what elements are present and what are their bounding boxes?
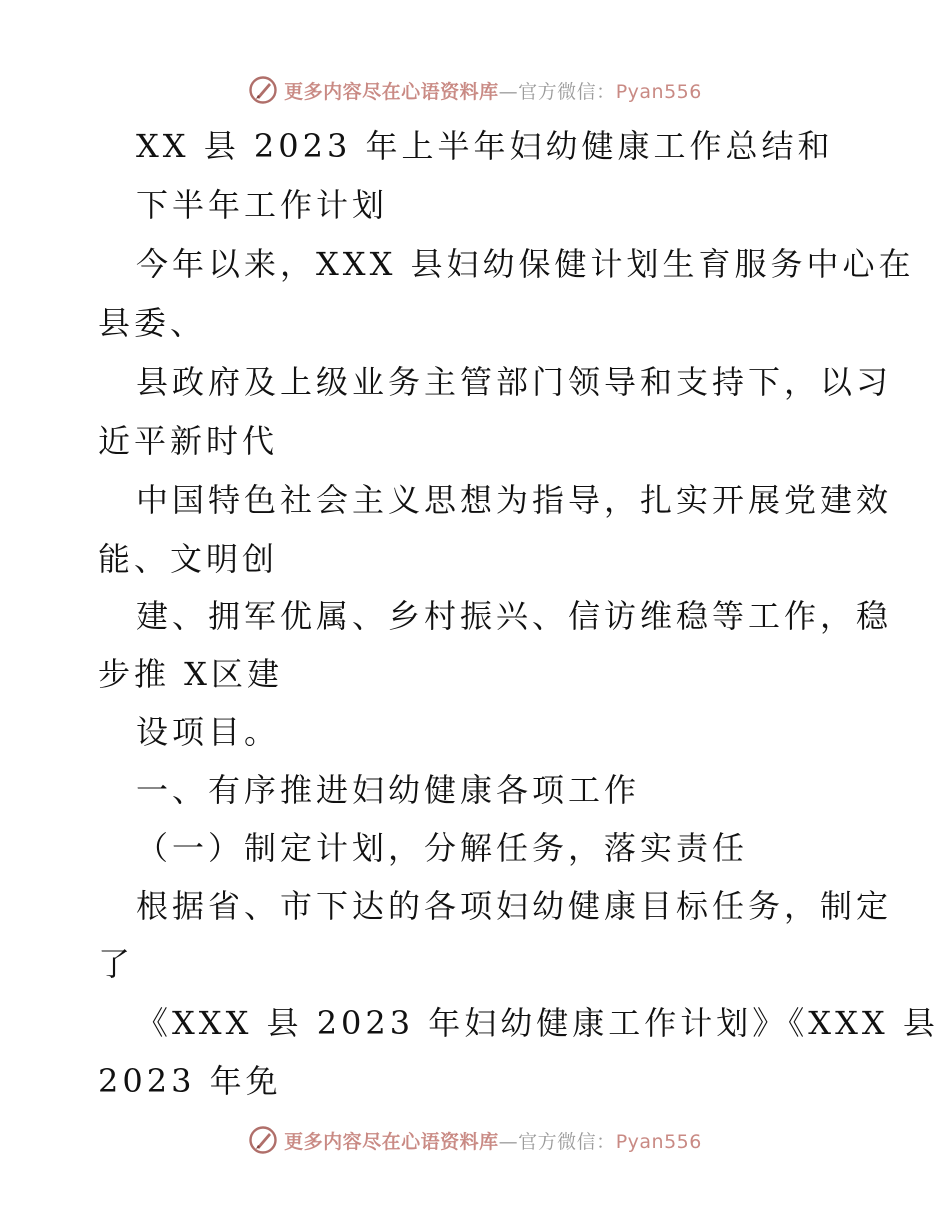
doc-line: 近平新时代	[98, 422, 279, 460]
doc-line: 步推 X区建	[98, 655, 283, 693]
doc-line: 建、拥军优属、乡村振兴、信访维稳等工作，稳	[136, 597, 893, 635]
watermark-promo: 更多内容尽在心语资料库	[284, 1130, 499, 1153]
doc-title-line-2: 下半年工作计划	[136, 186, 389, 224]
doc-line: 县委、	[98, 304, 207, 342]
doc-line: 设项目。	[136, 713, 281, 751]
quill-circle-logo-icon	[248, 1125, 278, 1155]
watermark-wechat-label: 官方微信：	[518, 80, 616, 103]
watermark-dash: —	[498, 80, 519, 103]
watermark-wechat-id: Pyan556	[615, 1130, 702, 1153]
doc-line: 2023 年免	[98, 1062, 282, 1100]
watermark-promo: 更多内容尽在心语资料库	[284, 80, 499, 103]
doc-line: 县政府及上级业务主管部门领导和支持下，以习	[136, 363, 893, 401]
quill-circle-logo-icon	[248, 75, 278, 105]
watermark-dash: —	[498, 1130, 519, 1153]
doc-line: 中国特色社会主义思想为指导，扎实开展党建效	[136, 481, 893, 519]
doc-subsection-heading: （一）制定计划，分解任务，落实责任	[136, 829, 749, 867]
doc-line: 能、文明创	[98, 540, 279, 578]
doc-line: 根据省、市下达的各项妇幼健康目标任务，制定	[136, 887, 893, 925]
watermark-banner-top	[0, 70, 950, 110]
watermark-banner-bottom	[0, 1120, 950, 1160]
doc-title-line-1: XX 县 2023 年上半年妇幼健康工作总结和	[136, 127, 834, 165]
doc-line: 了	[98, 945, 135, 983]
watermark-text	[284, 77, 702, 104]
watermark-wechat-label: 官方微信：	[518, 1130, 616, 1153]
watermark-text	[284, 1127, 702, 1154]
doc-line: 《XXX 县 2023 年妇幼健康工作计划》《XXX 县	[136, 1004, 939, 1042]
doc-section-heading: 一、有序推进妇幼健康各项工作	[136, 771, 641, 809]
watermark-wechat-id: Pyan556	[615, 80, 702, 103]
doc-line: 今年以来，XXX 县妇幼保健计划生育服务中心在	[136, 245, 915, 283]
